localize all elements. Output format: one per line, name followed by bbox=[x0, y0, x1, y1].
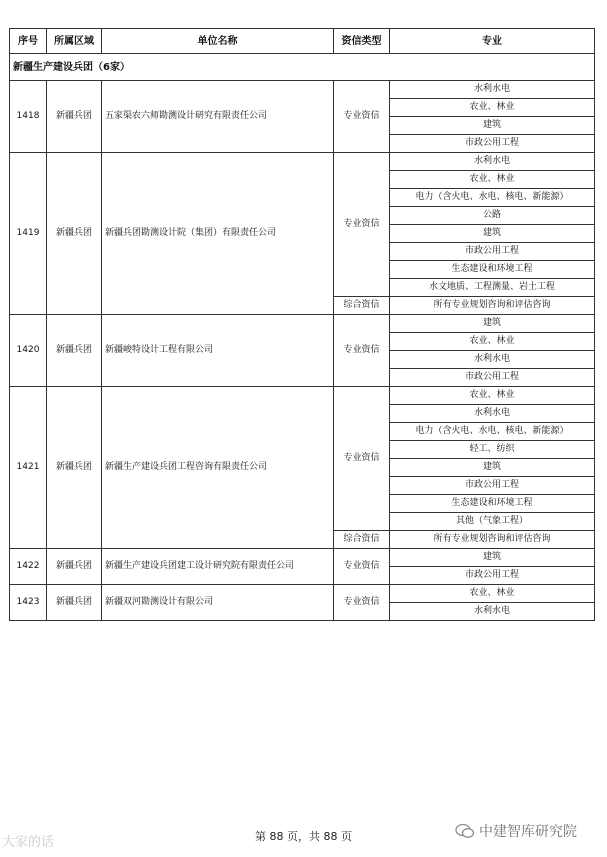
cell-unit: 新疆生产建设兵团工程咨询有限责任公司 bbox=[102, 387, 334, 549]
cell-unit: 新疆峻特设计工程有限公司 bbox=[102, 315, 334, 387]
cell-qual-type: 专业资信 bbox=[334, 153, 390, 297]
cell-specialty: 水利水电 bbox=[390, 81, 595, 99]
cell-specialty: 建筑 bbox=[390, 315, 595, 333]
cell-seq: 1423 bbox=[10, 585, 47, 621]
cell-qual-type: 综合资信 bbox=[334, 297, 390, 315]
header-region: 所属区域 bbox=[47, 29, 102, 54]
cell-unit: 五家渠农六师勘测设计研究有限责任公司 bbox=[102, 81, 334, 153]
cell-qual-type: 专业资信 bbox=[334, 585, 390, 621]
table-row bbox=[10, 153, 595, 171]
cell-seq: 1418 bbox=[10, 81, 47, 153]
cell-qual-type: 专业资信 bbox=[334, 315, 390, 387]
watermark-right bbox=[455, 821, 577, 841]
cell-specialty: 市政公用工程 bbox=[390, 135, 595, 153]
cell-specialty: 生态建设和环境工程 bbox=[390, 261, 595, 279]
table-row bbox=[10, 315, 595, 333]
header-unit: 单位名称 bbox=[102, 29, 334, 54]
cell-specialty: 其他（气象工程） bbox=[390, 513, 595, 531]
cell-region: 新疆兵团 bbox=[47, 81, 102, 153]
cell-region: 新疆兵团 bbox=[47, 549, 102, 585]
cell-specialty: 所有专业规划咨询和评估咨询 bbox=[390, 297, 595, 315]
cell-qual-type: 专业资信 bbox=[334, 387, 390, 531]
header-specialty: 专业 bbox=[390, 29, 595, 54]
header-qual-type: 资信类型 bbox=[334, 29, 390, 54]
cell-unit: 新疆生产建设兵团建工设计研究院有限责任公司 bbox=[102, 549, 334, 585]
cell-unit: 新疆双河勘测设计有限公司 bbox=[102, 585, 334, 621]
cell-specialty: 建筑 bbox=[390, 225, 595, 243]
cell-qual-type: 专业资信 bbox=[334, 81, 390, 153]
cell-specialty: 农业、林业 bbox=[390, 99, 595, 117]
cell-qual-type: 专业资信 bbox=[334, 549, 390, 585]
page-number: 第 88 页，共 88 页 bbox=[255, 830, 352, 843]
cell-specialty: 建筑 bbox=[390, 117, 595, 135]
table-body bbox=[10, 54, 595, 621]
cell-specialty: 所有专业规划咨询和评估咨询 bbox=[390, 531, 595, 549]
cell-specialty: 市政公用工程 bbox=[390, 567, 595, 585]
cell-specialty: 水文地质、工程测量、岩土工程 bbox=[390, 279, 595, 297]
qualification-table bbox=[9, 28, 595, 621]
cell-specialty: 农业、林业 bbox=[390, 171, 595, 189]
cell-specialty: 市政公用工程 bbox=[390, 243, 595, 261]
cell-specialty: 公路 bbox=[390, 207, 595, 225]
table-row bbox=[10, 549, 595, 567]
cell-specialty: 生态建设和环境工程 bbox=[390, 495, 595, 513]
cell-seq: 1419 bbox=[10, 153, 47, 315]
cell-specialty: 电力（含火电、水电、核电、新能源） bbox=[390, 189, 595, 207]
wechat-icon bbox=[455, 823, 475, 839]
cell-specialty: 建筑 bbox=[390, 549, 595, 567]
cell-region: 新疆兵团 bbox=[47, 387, 102, 549]
cell-specialty: 市政公用工程 bbox=[390, 369, 595, 387]
cell-specialty: 轻工、纺织 bbox=[390, 441, 595, 459]
watermark-left: 大家的话 bbox=[2, 835, 55, 850]
cell-specialty: 市政公用工程 bbox=[390, 477, 595, 495]
cell-specialty: 水利水电 bbox=[390, 351, 595, 369]
group-row bbox=[10, 54, 595, 81]
table-row bbox=[10, 387, 595, 405]
cell-specialty: 水利水电 bbox=[390, 405, 595, 423]
cell-region: 新疆兵团 bbox=[47, 153, 102, 315]
cell-seq: 1421 bbox=[10, 387, 47, 549]
cell-seq: 1422 bbox=[10, 549, 47, 585]
table-header-row bbox=[10, 29, 595, 54]
watermark-right-text: 中建智库研究院 bbox=[479, 824, 577, 840]
cell-region: 新疆兵团 bbox=[47, 585, 102, 621]
cell-unit: 新疆兵团勘测设计院（集团）有限责任公司 bbox=[102, 153, 334, 315]
cell-specialty: 建筑 bbox=[390, 459, 595, 477]
cell-region: 新疆兵团 bbox=[47, 315, 102, 387]
cell-specialty: 水利水电 bbox=[390, 603, 595, 621]
header-seq: 序号 bbox=[10, 29, 47, 54]
cell-qual-type: 综合资信 bbox=[334, 531, 390, 549]
table-row bbox=[10, 585, 595, 603]
group-title: 新疆生产建设兵团（6家） bbox=[10, 54, 595, 81]
cell-specialty: 农业、林业 bbox=[390, 585, 595, 603]
cell-specialty: 电力（含火电、水电、核电、新能源） bbox=[390, 423, 595, 441]
cell-specialty: 农业、林业 bbox=[390, 387, 595, 405]
table-row bbox=[10, 81, 595, 99]
cell-specialty: 农业、林业 bbox=[390, 333, 595, 351]
cell-specialty: 水利水电 bbox=[390, 153, 595, 171]
cell-seq: 1420 bbox=[10, 315, 47, 387]
